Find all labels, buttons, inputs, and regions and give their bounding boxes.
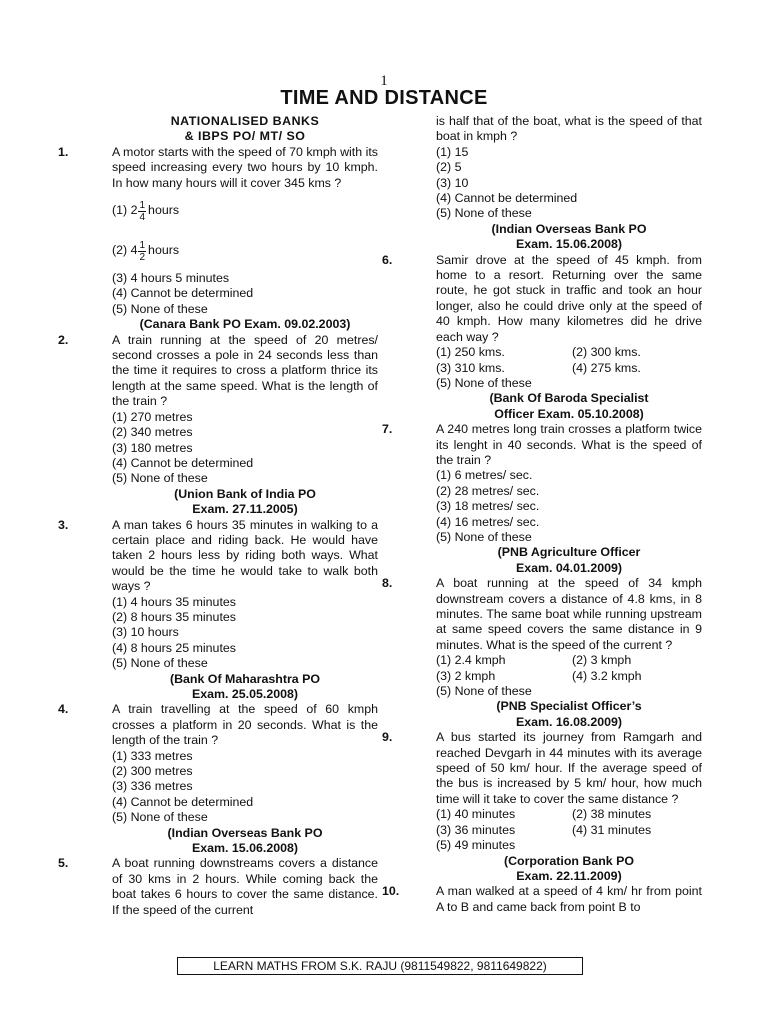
- option-2: (2) 300 kms.: [572, 345, 641, 360]
- exam-source: (Canara Bank PO Exam. 09.02.2003): [139, 317, 351, 332]
- question-number: 10.: [382, 884, 400, 899]
- option-3: (3) 4 hours 5 minutes: [112, 271, 230, 286]
- question-text: is half that of the boat, what is the speed of that boat in kmph ?: [436, 114, 702, 144]
- option-5: (5) None of these: [436, 206, 532, 221]
- question-6: [382, 253, 702, 345]
- option-5: (5) None of these: [112, 810, 208, 825]
- question-5-continued: [382, 114, 702, 145]
- option-2: (2) 4 $\frac{1}{2}$ hours: [112, 239, 180, 263]
- option-1: (1) 15: [436, 144, 469, 159]
- exam-source: (PNB Agriculture Officer: [497, 545, 641, 560]
- option-grid: [436, 653, 702, 684]
- question-text: A 240 metres long train crosses a platform twice its lenght in 40 seconds. What is the speed of the train ?: [436, 422, 702, 467]
- exam-date: Exam. 04.01.2009): [515, 560, 623, 575]
- exam-date: Officer Exam. 05.10.2008): [494, 406, 644, 421]
- question-number: 2.: [58, 332, 69, 347]
- question-text: A train travelling at the speed of 60 kmph crosses a platform in 20 seconds. What is the length of the train ?: [112, 702, 378, 748]
- question-number: 9.: [382, 730, 393, 745]
- option-4: (4) 8 hours 25 minutes: [112, 640, 236, 655]
- exam-date: Exam. 22.11.2009): [516, 868, 622, 883]
- option-4: (4) 275 kms.: [572, 360, 641, 375]
- option-1: (1) 40 minutes: [436, 807, 516, 822]
- exam-date: Exam. 27.11.2005): [192, 502, 298, 517]
- exam-date: Exam. 25.05.2008): [191, 687, 299, 701]
- option-1: (1) 250 kms.: [436, 345, 505, 360]
- option-2: (2) 340 metres: [112, 425, 193, 440]
- question-number: 8.: [382, 576, 393, 591]
- exam-date: Exam. 16.08.2009): [515, 714, 623, 729]
- option-2: (2) 28 metres/ sec.: [436, 483, 540, 498]
- option-3: (3) 336 metres: [112, 779, 193, 794]
- question-1: [58, 145, 378, 191]
- exam-date: Exam. 15.06.2008): [191, 841, 299, 856]
- question-text: A man walked at a speed of 4 km/ hr from point A to B and came back from point B to: [436, 884, 702, 914]
- exam-source: (Corporation Bank PO: [503, 853, 635, 868]
- option-4: (4) 3.2 kmph: [572, 668, 642, 683]
- question-text: Samir drove at the speed of 45 kmph. from home to a resort. Returning over the same route, he got stuck in traffic and took an hour longer, also he could drive only at the speed of 40 kmph. How many kilometres did he drive each way ?: [436, 252, 702, 344]
- exam-source: (Bank Of Baroda Specialist: [489, 391, 649, 406]
- question-number: 3.: [58, 517, 69, 532]
- option-2: (2) 8 hours 35 minutes: [112, 609, 236, 624]
- exam-source: (PNB Specialist Officer’s: [496, 699, 642, 714]
- question-8: [382, 576, 702, 653]
- option-4: (4) Cannot be determined: [112, 286, 254, 301]
- option-2: (2) 5: [436, 160, 462, 175]
- fraction: $\frac{1}{2}$: [139, 239, 146, 263]
- option-3: (3) 2 kmph: [436, 668, 496, 683]
- page-title: TIME AND DISTANCE: [280, 87, 488, 109]
- footer-banner: LEARN MATHS FROM S.K. RAJU (9811549822, 9811649822): [177, 957, 583, 975]
- option-1: (1) 4 hours 35 minutes: [112, 594, 236, 609]
- question-9: [382, 730, 702, 807]
- question-number: 1.: [58, 144, 69, 159]
- option-3: (3) 310 kms.: [436, 360, 505, 375]
- option-3: (3) 18 metres/ sec.: [436, 499, 540, 514]
- left-column: [58, 114, 378, 918]
- option-3: (3) 10: [436, 175, 469, 190]
- option-grid: [436, 345, 702, 376]
- option-2: (2) 38 minutes: [572, 807, 652, 822]
- option-5: (5) None of these: [112, 656, 208, 671]
- option-4: (4) Cannot be determined: [112, 455, 254, 470]
- page-number: 1: [380, 73, 388, 89]
- question-text: A boat running at the speed of 34 kmph downstream covers a distance of 4.8 kms, in 8 minutes. The same boat while running upstream at same speed covers the same distance in 9 minutes. What is the speed of the current ?: [436, 576, 702, 652]
- option-5: (5) None of these: [112, 301, 208, 316]
- question-text: A train running at the speed of 20 metres/ second crosses a pole in 24 seconds less than the time it requires to cross a platform thrice its length at the same speed. What is the length of the train ?: [112, 332, 378, 409]
- option-1: (1) 333 metres: [112, 748, 193, 763]
- right-column: [382, 114, 702, 915]
- exam-source: (Bank Of Maharashtra PO: [169, 671, 321, 686]
- option-4: (4) Cannot be determined: [436, 191, 578, 206]
- fraction: $\frac{1}{4}$: [139, 199, 146, 223]
- exam-source: (Indian Overseas Bank PO: [167, 825, 323, 840]
- question-2: [58, 333, 378, 410]
- question-number: 6.: [382, 252, 393, 267]
- option-5: (5) 49 minutes: [436, 838, 516, 853]
- question-text: A bus started its journey from Ramgarh and reached Devgarh in 44 minutes with its average speed of 50 km/ hour. If the average speed of the bus is increased by 5 km/ hour, how much time will it take to cover the same distance ?: [436, 730, 702, 806]
- question-text: A man takes 6 hours 35 minutes in walking to a certain place and riding back. He would have taken 2 hours less by riding both ways. What would be the time he would take to walk both ways ?: [112, 517, 378, 594]
- option-3: (3) 10 hours: [112, 625, 179, 640]
- question-number: 7.: [382, 422, 393, 437]
- option-5: (5) None of these: [436, 684, 532, 699]
- section-header: NATIONALISED BANKS: [170, 114, 320, 128]
- question-text: A motor starts with the speed of 70 kmph with its speed increasing every two hours by 10 kmph. In how many hours will it cover 345 kms ?: [112, 144, 378, 190]
- option-1: (1) 270 metres: [112, 409, 193, 424]
- option-5: (5) None of these: [112, 471, 208, 486]
- question-10: [382, 884, 702, 915]
- option-4: (4) 31 minutes: [572, 822, 652, 837]
- option-3: (3) 36 minutes: [436, 822, 516, 837]
- question-number: 4.: [58, 702, 69, 717]
- option-1: (1) 2.4 kmph: [436, 653, 506, 668]
- question-number: 5.: [58, 856, 69, 871]
- option-5: (5) None of these: [436, 529, 532, 544]
- option-2: (2) 300 metres: [112, 764, 193, 779]
- question-text: A boat running downstreams covers a distance of 30 kms in 2 hours. While coming back the boat takes 6 hours to cover the same distance. If the speed of the current: [112, 856, 378, 917]
- option-4: (4) 16 metres/ sec.: [436, 514, 540, 529]
- option-grid: [436, 807, 702, 838]
- option-1: (1) 2 $\frac{1}{4}$ hours: [112, 199, 180, 223]
- section-subheader: & IBPS PO/ MT/ SO: [184, 129, 306, 144]
- exam-source: (Indian Overseas Bank PO: [491, 221, 647, 236]
- option-3: (3) 180 metres: [112, 440, 193, 455]
- option-5: (5) None of these: [436, 375, 532, 390]
- exam-date: Exam. 15.06.2008): [515, 237, 623, 252]
- option-4: (4) Cannot be determined: [112, 794, 254, 809]
- question-4: [58, 702, 378, 748]
- question-7: [382, 422, 702, 468]
- option-2: (2) 3 kmph: [572, 653, 632, 668]
- option-1: (1) 6 metres/ sec.: [436, 468, 533, 483]
- question-5: [58, 856, 378, 918]
- exam-source: (Union Bank of India PO: [174, 486, 316, 501]
- question-3: [58, 518, 378, 595]
